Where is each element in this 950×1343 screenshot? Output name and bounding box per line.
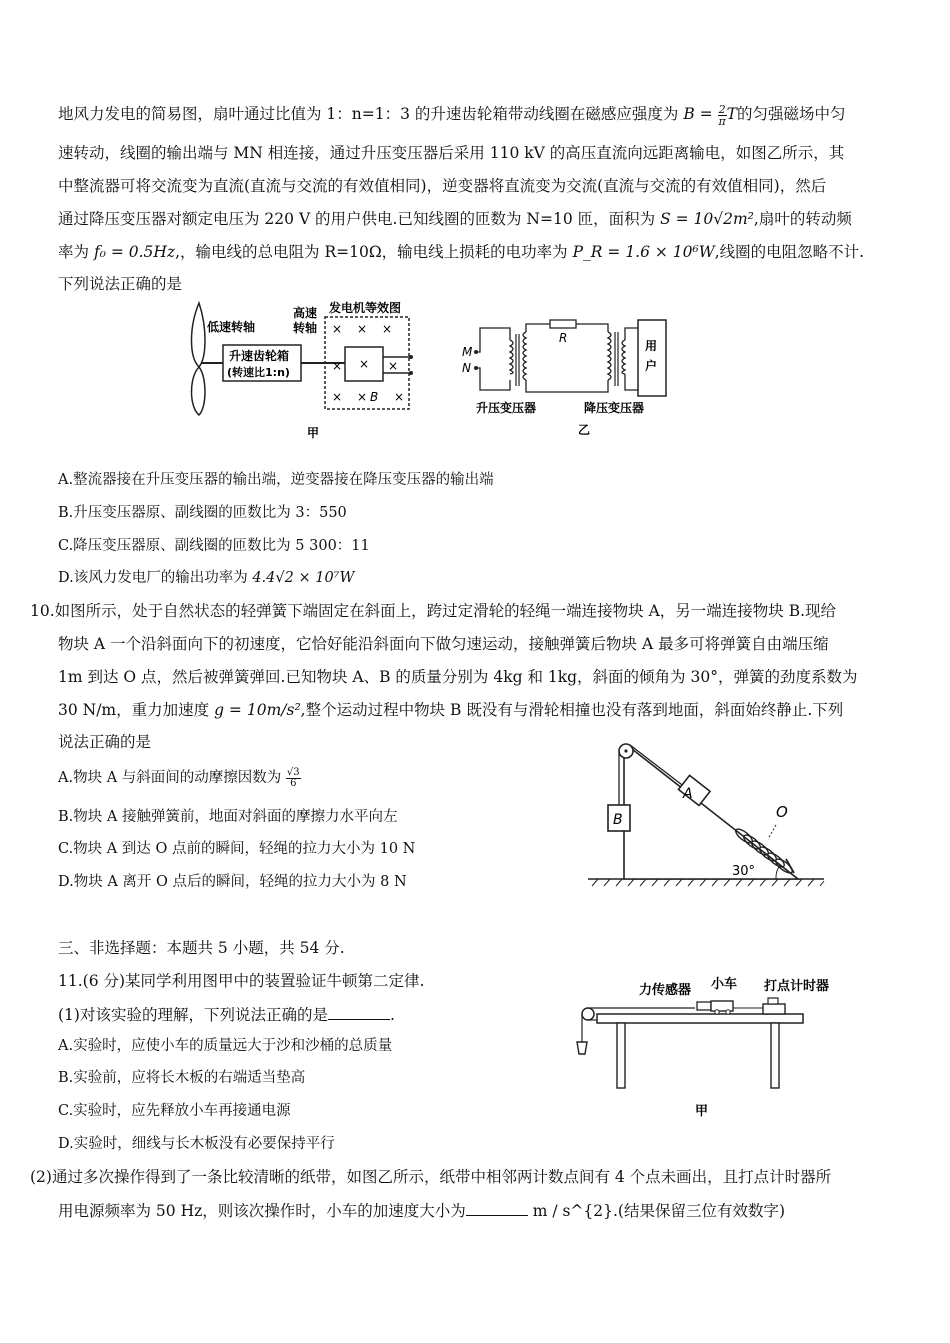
q11-sub2-blank[interactable] (466, 1199, 528, 1216)
blade-top (192, 303, 206, 367)
step-down-secondary-coil (622, 340, 625, 374)
q10-stem-line-5: 说法正确的是 (58, 733, 152, 751)
q10-option-c: C.物块 A 到达 O 点前的瞬间，轻绳的拉力大小为 10 N (58, 841, 416, 857)
q11-sub1: (1)对该实验的理解，下列说法正确的是 . (58, 1003, 395, 1026)
generator-label: 发电机等效图 (329, 301, 402, 315)
svg-text:B: B (613, 812, 623, 828)
svg-text:转轴: 转轴 (293, 321, 318, 335)
q10-figure-incline (580, 735, 830, 887)
q10-stem-line-2: 物块 A 一个沿斜面向下的初速度，它恰好能沿斜面向下做匀速运动，接触弹簧后物块 A 最多可将弹簧自由端压缩 (58, 635, 829, 653)
timer-label: 打点计时器 (764, 979, 830, 994)
q9-option-c: C.降压变压器原、副线圈的匝数比为 5 300：11 (58, 538, 370, 554)
q11-option-d: D.实验时，细线与长木板没有必要保持平行 (58, 1136, 335, 1152)
q9-figure-yi (458, 310, 673, 440)
figure-caption: 甲 (695, 1104, 709, 1119)
line-resistor (550, 320, 576, 328)
svg-text:用: 用 (645, 339, 658, 353)
q10-option-b: B.物块 A 接触弹簧前，地面对斜面的摩擦力水平向左 (58, 809, 398, 825)
step-down-label: 降压变压器 (584, 401, 645, 415)
svg-text:×: × (382, 322, 393, 336)
svg-text:×: × (332, 390, 343, 404)
figure-yi-caption: 乙 (578, 423, 591, 437)
q10-stem-line-3: 1m 到达 O 点，然后被弹簧弹回.已知物块 A、B 的质量分别为 4kg 和 1kg，斜面的倾角为 30°，弹簧的劲度系数为 (58, 668, 858, 686)
svg-text:×: × (357, 390, 368, 404)
q11-sub2-line-2: 用电源频率为 50 Hz，则该次操作时，小车的加速度大小为 m / s^{2}.(结果保留三位有效数字) (58, 1199, 785, 1222)
long-board (597, 1014, 803, 1023)
step-up-label: 升压变压器 (476, 401, 537, 415)
sand-bucket (577, 1042, 587, 1054)
svg-text:×: × (359, 357, 370, 371)
q10-option-d: D.物块 A 离开 O 点后的瞬间，轻绳的拉力大小为 8 N (58, 874, 407, 890)
force-sensor-label: 力传感器 (639, 983, 692, 998)
q11-option-c: C.实验时，应先释放小车再接通电源 (58, 1103, 291, 1119)
step-down-primary-coil (608, 332, 611, 380)
q9-option-d: D.该风力发电厂的输出功率为 4.4√2 × 10⁷W (58, 570, 355, 586)
svg-text:×: × (332, 359, 343, 373)
svg-text:升速齿轮箱: 升速齿轮箱 (229, 349, 290, 363)
blade-bottom (192, 367, 206, 415)
q11-figure-setup (565, 972, 830, 1120)
svg-text:M: M (462, 345, 473, 359)
formula-B: B = $\frac{2}{\pi}$ T (683, 102, 737, 128)
svg-text:×: × (394, 390, 405, 404)
formula-S: S = 10√2m² (660, 210, 754, 228)
q10-stem-line-1: 10.如图所示，处于自然状态的轻弹簧下端固定在斜面上，跨过定滑轮的轻绳一端连接物块 A，另一端连接物块 B.现给 (30, 602, 837, 620)
pulley (582, 1008, 594, 1020)
user-box (638, 320, 666, 396)
q10-stem-line-4: 30 N/m，重力加速度 g = 10m/s²,整个运动过程中物块 B 既没有与滑轮相撞也没有落到地面，斜面始终静止.下列 (58, 701, 844, 719)
figure-jia-caption: 甲 (307, 426, 320, 440)
q9-figure-jia (185, 297, 415, 445)
svg-text:户: 户 (645, 359, 658, 373)
timer (763, 1004, 785, 1014)
section3-heading: 三、非选择题：本题共 5 小题，共 54 分. (58, 939, 345, 957)
q11-stem: 11.(6 分)某同学利用图甲中的装置验证牛顿第二定律. (58, 972, 425, 990)
option-d-formula: 4.4√2 × 10⁷W (252, 570, 355, 586)
svg-text:(转速比1:n): (转速比1:n) (227, 366, 290, 379)
q11-option-a: A.实验时，应使小车的质量远大于沙和沙桶的总质量 (58, 1038, 393, 1054)
cart (711, 1001, 733, 1011)
svg-text:R: R (559, 331, 568, 345)
q11-option-b: B.实验前，应将长木板的右端适当垫高 (58, 1070, 306, 1086)
q11-sub2-line-1: (2)通过多次操作得到了一条比较清晰的纸带，如图乙所示，纸带中相邻两计数点间有 4 个点未画出，且打点计时器所 (30, 1168, 832, 1186)
incline-wedge (624, 749, 798, 879)
point-O-label: O (776, 803, 788, 821)
formula-PR: P_R = 1.6 × 10⁶W (572, 243, 715, 261)
step-up-secondary-coil (523, 332, 526, 380)
q9-option-b: B.升压变压器原、副线圈的匝数比为 3：550 (58, 505, 347, 521)
incline-angle-label: 30° (732, 864, 756, 879)
svg-text:×: × (388, 359, 399, 373)
svg-text:N: N (462, 361, 471, 375)
q10-option-a: A.物块 A 与斜面间的动摩擦因数为 $\frac{√3}{6}$ (58, 766, 300, 789)
svg-text:高速: 高速 (293, 306, 318, 320)
svg-text:×: × (332, 322, 343, 336)
step-up-primary-coil (510, 340, 513, 374)
q9-stem-line-1: 地风力发电的简易图，扇叶通过比值为 1：n=1：3 的升速齿轮箱带动线圈在磁感应强度为 B = $\frac{2}{\pi}$ T的匀强磁场中匀 (58, 102, 846, 128)
cart-label: 小车 (711, 977, 738, 992)
low-speed-shaft-label: 低速转轴 (207, 320, 256, 334)
q11-sub1-blank[interactable] (328, 1003, 390, 1020)
svg-text:B: B (370, 390, 379, 404)
q9-stem-line-5: 率为 f₀ = 0.5Hz,，输电线的总电阻为 R=10Ω，输电线上损耗的电功率为 P_R = 1.6 × 10⁶W,线圈的电阻忽略不计. (58, 243, 865, 261)
q9-stem-line-2: 速转动，线圈的输出端与 MN 相连接，通过升压变压器后采用 110 kV 的高压直流向远距离输电，如图乙所示，其 (58, 144, 845, 162)
q9-stem-line-4: 通过降压变压器对额定电压为 220 V 的用户供电.已知线圈的匝数为 N=10 匝，面积为 S = 10√2m²,扇叶的转动频 (58, 210, 852, 228)
formula-f0: f₀ = 0.5Hz (93, 243, 176, 261)
formula-g: g = 10m/s² (214, 701, 301, 719)
svg-text:A: A (683, 786, 693, 802)
svg-text:×: × (357, 322, 368, 336)
q9-stem-line-3: 中整流器可将交流变为直流(直流与交流的有效值相同)，逆变器将直流变为交流(直流与交流的有效值相同)，然后 (58, 177, 827, 195)
q9-option-a: A.整流器接在升压变压器的输出端，逆变器接在降压变压器的输出端 (58, 472, 494, 488)
q9-stem-line-6: 下列说法正确的是 (58, 275, 183, 293)
